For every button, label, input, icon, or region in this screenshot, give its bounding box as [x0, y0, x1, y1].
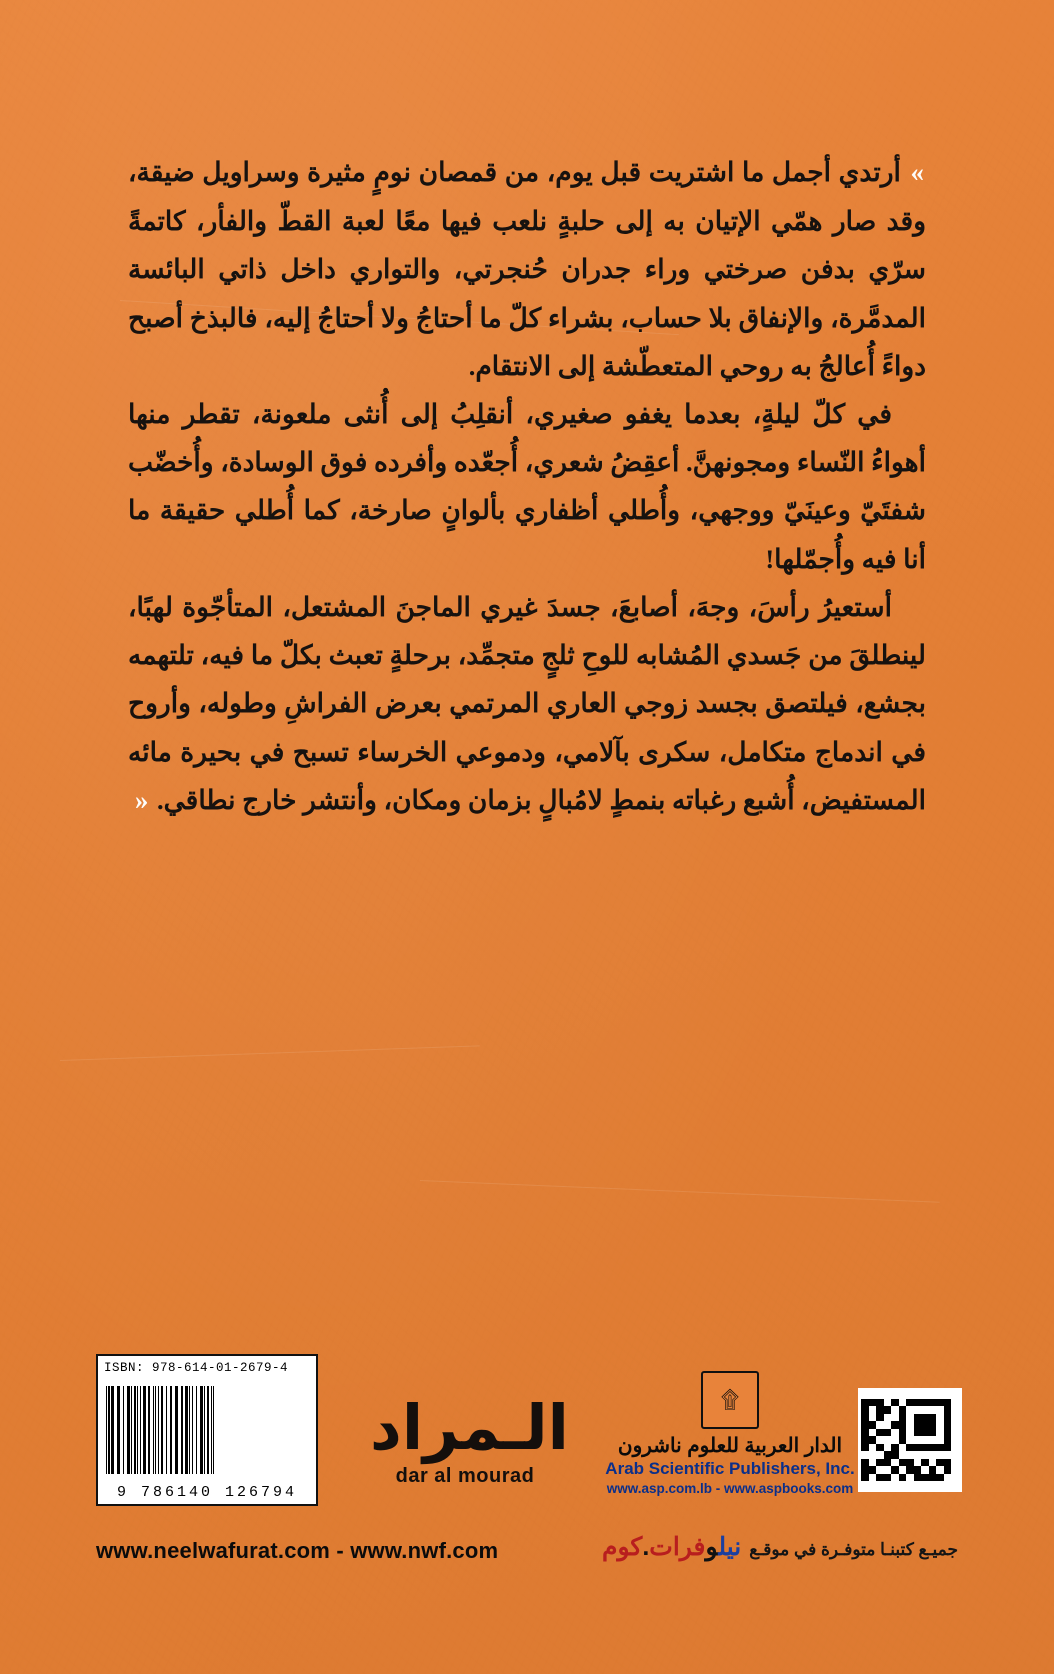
- neelwafurat-logo[interactable]: [602, 1532, 741, 1562]
- blurb-text-3: أستعيرُ رأسَ، وجهَ، أصابعَ، جسدَ غيري الماجنَ المشتعل، المتأجّوة لهبًا، لينطلقَ من جَسدي المُشابه للوحِ ثلجٍ متجمِّد، برحلةٍ تعبث بكلّ ما فيه، تلتهمه بجشع، فيلتصق بجسد زوجي العاري المرتمي بعرض الفراشِ وطوله، وأروح في اندماج متكامل، سكرى بآلامي، ودموعي الخرساء تسبح في بحيرة مائه المستفيض، أُشبع رغباته بنمطٍ لامُبالٍ بزمان ومكان، وأنتشر خارج نطاقي.: [128, 591, 926, 815]
- asp-urls: www.asp.com.lb - www.aspbooks.com: [606, 1481, 854, 1496]
- isbn-label: ISBN: 978-614-01-2679-4: [104, 1361, 289, 1375]
- blurb-text-1: أرتدي أجمل ما اشتريت قبل يوم، من قمصان نومٍ مثيرة وسراويل ضيقة، وقد صار همّي الإتيان به إلى حلبةٍ نلعب فيها معًا لعبة القطّ والفأر، كاتمةً سرّي بدفن صرختي وراء جدران حُنجرتي، والتواري داخل ذاتي البائسة المدمَّرة، والإنفاق بلا حساب، بشراء كلّ ما أحتاجُ ولا أحتاجُ إليه، فالبذخ أصبح دواءً أُعالجُ به روحي المتعطّشة إلى الانتقام.: [128, 157, 926, 381]
- brand-com: كوم: [602, 1533, 643, 1561]
- isbn-barcode: [96, 1354, 318, 1506]
- barcode-digits: 9 786140 126794: [116, 1484, 298, 1501]
- asp-seal-icon: ۩: [701, 1371, 759, 1429]
- surface-scratch: [60, 1045, 480, 1061]
- back-cover-blurb: [128, 148, 926, 825]
- publisher-logo-dar-al-mourad: [370, 1391, 569, 1488]
- brand-dot: .: [642, 1533, 650, 1561]
- open-quote-icon: »: [910, 157, 925, 187]
- qr-code[interactable]: [858, 1388, 962, 1492]
- neelwafurat-urls[interactable]: www.neelwafurat.com - www.nwf.com: [96, 1538, 499, 1563]
- qr-code-grid: [861, 1391, 959, 1489]
- dar-al-mourad-mark-icon: الـمراد: [370, 1391, 569, 1464]
- footer-links-row: [0, 1524, 1054, 1564]
- surface-scratch: [420, 1180, 940, 1203]
- dar-al-mourad-name: dar al mourad: [395, 1465, 535, 1487]
- brand-part-furat: فرات: [649, 1533, 706, 1561]
- close-quote-icon: «: [134, 784, 149, 815]
- blurb-paragraph-2: [128, 390, 926, 583]
- blurb-paragraph-1: [128, 148, 926, 390]
- barcode-bars: [104, 1386, 310, 1474]
- neelwafurat-brand-block: [602, 1532, 958, 1562]
- cover-footer: [0, 1344, 1054, 1674]
- brand-part-neel: نيل: [718, 1533, 742, 1561]
- brand-part-wa: و: [705, 1533, 719, 1561]
- blurb-text-2: في كلّ ليلةٍ، بعدما يغفو صغيري، أنقلِبُ إلى أُنثى ملعونة، تقطر منها أهواءُ النّساء ومجونهنَّ. أعقِضُ شعري، أُجعّده وأفرده فوق الوسادة، وأُخضّب شفتَيّ وعينَيّ ووجهي، وأُطلي أظفاري بألوانٍ صارخة، كما أُطلي حقيقة ما أنا فيه وأُجمّلها!: [128, 399, 926, 574]
- blurb-paragraph-3: [128, 583, 926, 825]
- availability-note: جميـع كتبنـا متوفـرة في موقـع: [749, 1540, 958, 1559]
- publisher-block-asp: [600, 1371, 860, 1496]
- asp-name-english: Arab Scientific Publishers, Inc.: [605, 1459, 855, 1478]
- asp-name-arabic: الدار العربية للعلوم ناشرون: [617, 1435, 843, 1457]
